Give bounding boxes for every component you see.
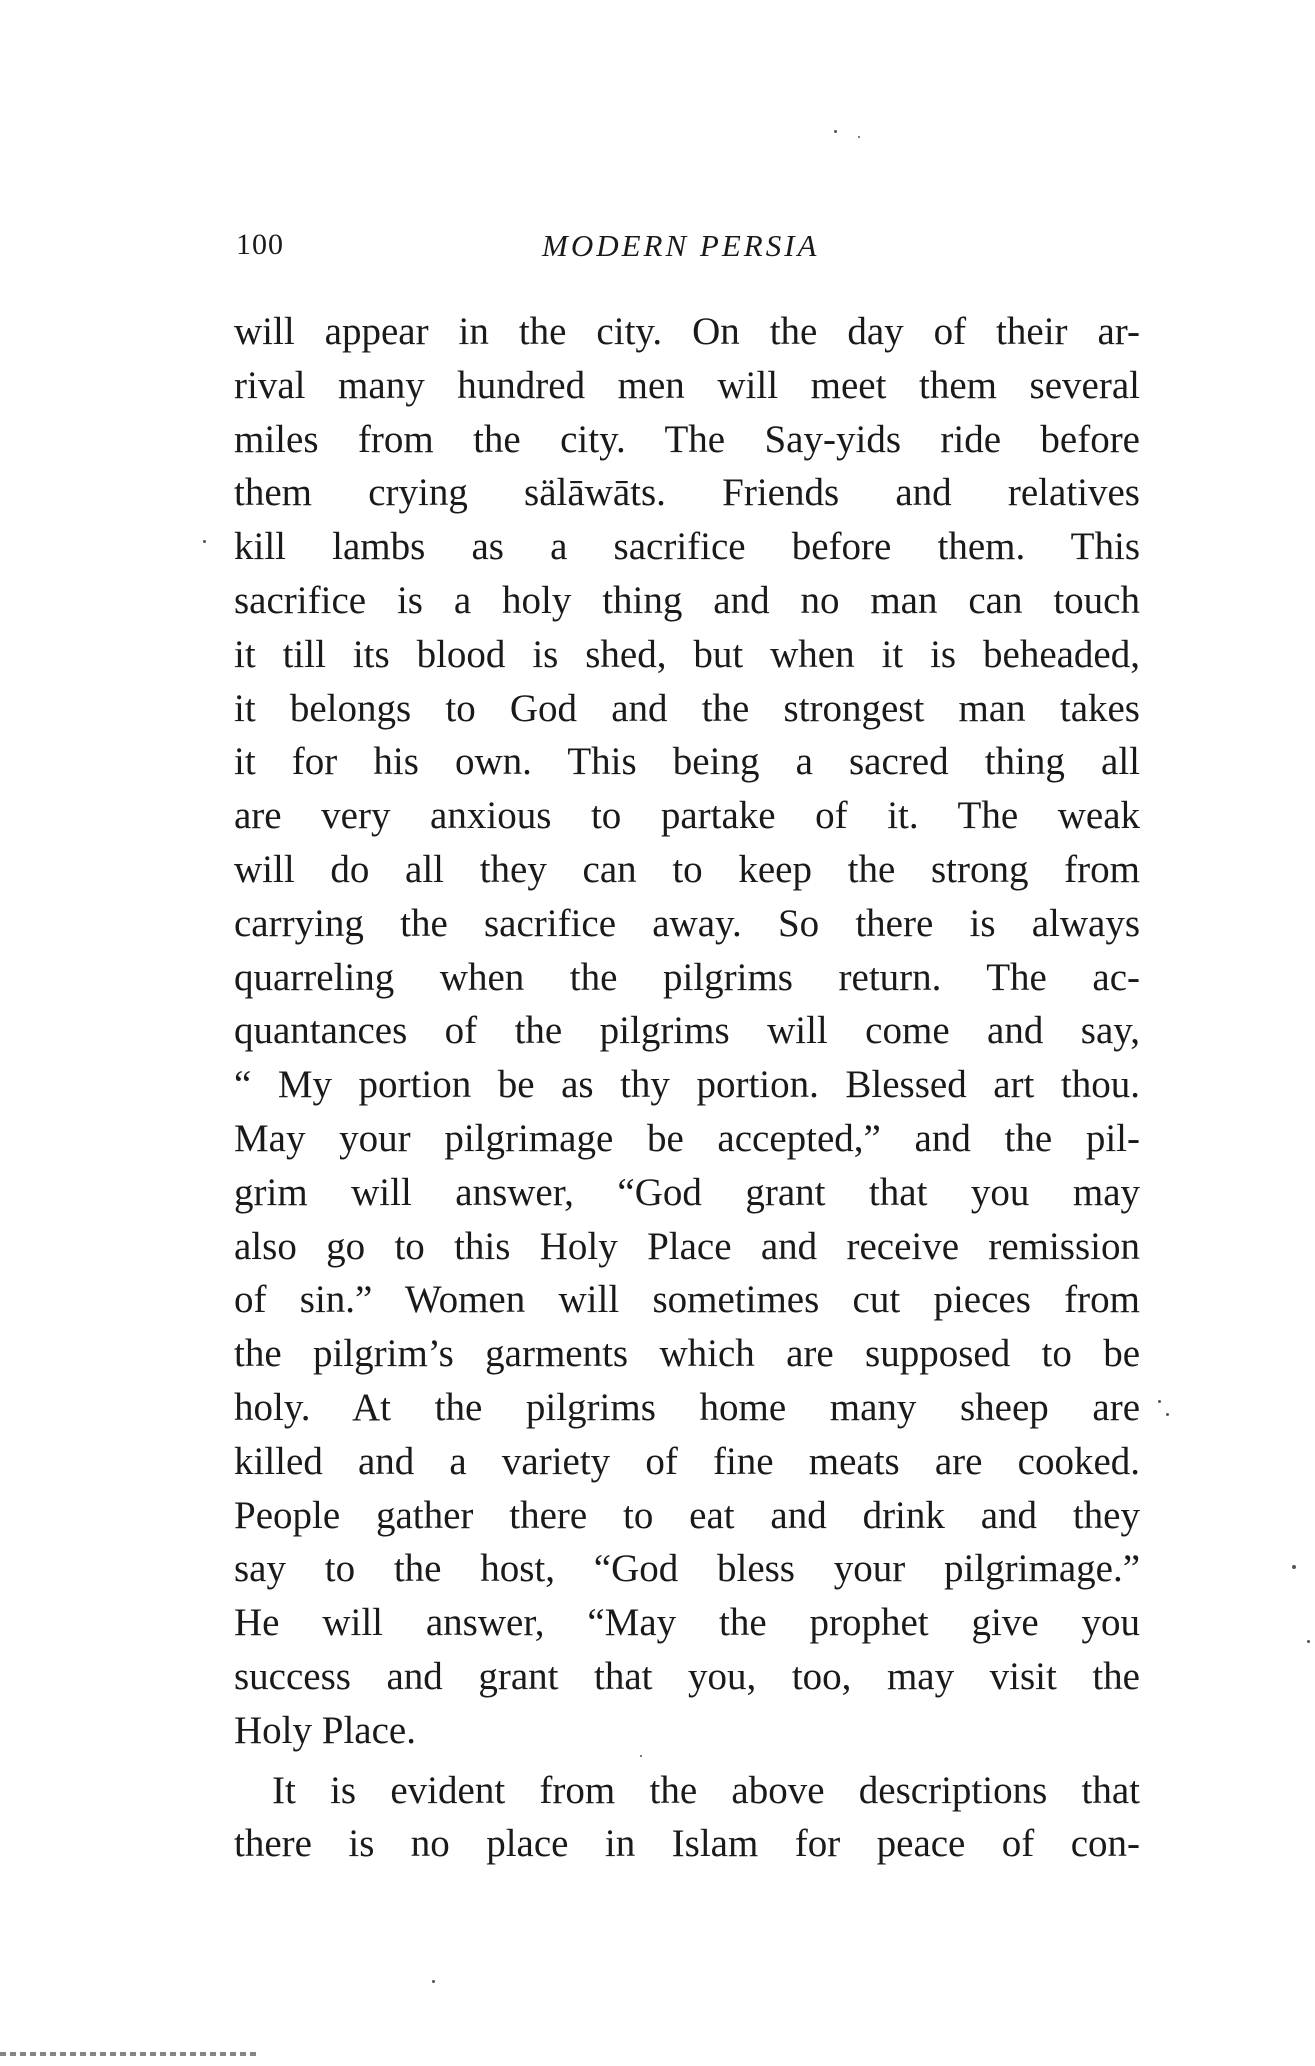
scan-speck xyxy=(1166,1413,1169,1416)
text-line: are very anxious to partake of it. The weak xyxy=(234,794,1140,838)
text-line: say to the host, “God bless your pilgrimage.” xyxy=(234,1547,1140,1591)
scan-speck xyxy=(203,540,206,543)
text-line: miles from the city. The Say-yids ride before xyxy=(234,417,1140,461)
text-line: May your pilgrimage be accepted,” and the pil- xyxy=(234,1116,1140,1160)
running-title: MODERN PERSIA xyxy=(542,228,820,263)
text-line: will appear in the city. On the day of their ar- xyxy=(234,310,1140,353)
paragraph-2 xyxy=(234,1764,1140,1872)
body-text xyxy=(234,305,1140,1871)
text-line: of sin.” Women will sometimes cut pieces from xyxy=(234,1278,1140,1322)
scan-speck xyxy=(1158,1400,1161,1403)
text-line: it for his own. This being a sacred thing all xyxy=(234,740,1140,784)
text-line: kill lambs as a sacrifice before them. This xyxy=(234,525,1140,569)
text-line: them crying sälāwāts. Friends and relatives xyxy=(234,471,1140,515)
text-line: killed and a variety of fine meats are cooked. xyxy=(234,1439,1140,1483)
text-line: Holy Place. xyxy=(234,1708,416,1752)
text-line: grim will answer, “God grant that you may xyxy=(234,1170,1140,1214)
text-line: He will answer, “May the prophet give you xyxy=(234,1601,1140,1645)
text-line: it belongs to God and the strongest man takes xyxy=(234,686,1140,730)
text-line: quantances of the pilgrims will come and say, xyxy=(234,1009,1140,1053)
page-number: 100 xyxy=(236,228,284,261)
running-head xyxy=(236,228,1136,268)
text-line: quarreling when the pilgrims return. The ac- xyxy=(234,955,1140,999)
scan-speck xyxy=(640,1755,642,1757)
scan-speck xyxy=(858,136,860,138)
text-line: carrying the sacrifice away. So there is always xyxy=(234,901,1140,945)
text-line: holy. At the pilgrims home many sheep are xyxy=(234,1385,1140,1429)
scan-speck xyxy=(1292,1565,1296,1569)
text-line: also go to this Holy Place and receive remission xyxy=(234,1224,1140,1268)
text-line: will do all they can to keep the strong from xyxy=(234,847,1140,891)
text-line: it till its blood is shed, but when it is beheaded, xyxy=(234,632,1140,676)
scan-edge-artifact xyxy=(0,2052,260,2056)
scan-speck xyxy=(1307,1640,1310,1643)
text-line: “ My portion be as thy portion. Blessed art thou. xyxy=(234,1063,1140,1107)
scan-speck xyxy=(432,1980,435,1983)
text-line: rival many hundred men will meet them several xyxy=(234,363,1140,407)
text-line: success and grant that you, too, may visit the xyxy=(234,1654,1140,1698)
text-line: there is no place in Islam for peace of con- xyxy=(234,1822,1140,1866)
text-line: the pilgrim’s garments which are supposed to be xyxy=(234,1332,1140,1376)
scan-speck xyxy=(834,130,837,133)
text-line: People gather there to eat and drink and they xyxy=(234,1493,1140,1537)
text-line: It is evident from the above descriptions that xyxy=(272,1768,1140,1812)
paragraph-1 xyxy=(234,305,1140,1758)
text-line: sacrifice is a holy thing and no man can touch xyxy=(234,578,1140,622)
